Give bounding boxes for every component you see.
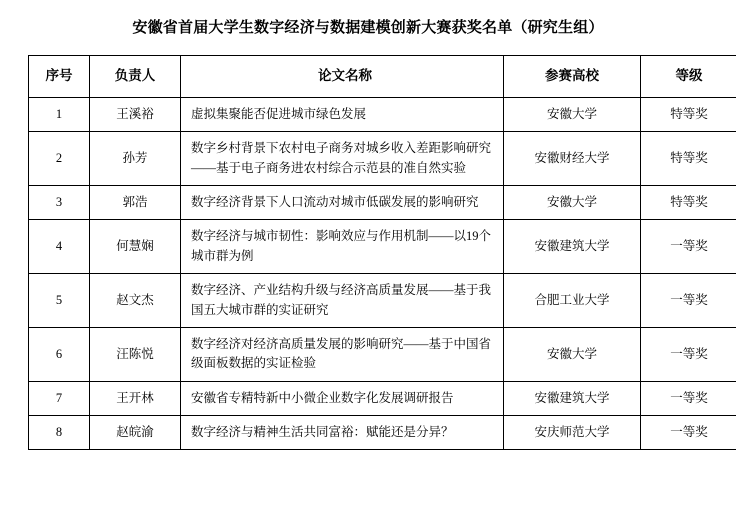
cell-university: 安徽建筑大学 — [504, 381, 641, 415]
cell-leader: 赵皖渝 — [90, 416, 181, 450]
cell-level: 特等奖 — [641, 97, 736, 131]
cell-level: 特等奖 — [641, 186, 736, 220]
cell-paper: 数字经济与城市韧性：影响效应与作用机制——以19个城市群为例 — [181, 220, 504, 274]
table-row — [29, 416, 736, 450]
cell-university: 合肥工业大学 — [504, 274, 641, 328]
cell-no: 1 — [29, 97, 90, 131]
cell-paper: 数字经济对经济高质量发展的影响研究——基于中国省级面板数据的实证检验 — [181, 327, 504, 381]
cell-no: 6 — [29, 327, 90, 381]
cell-level: 一等奖 — [641, 381, 736, 415]
table-row — [29, 327, 736, 381]
cell-paper: 数字经济、产业结构升级与经济高质量发展——基于我国五大城市群的实证研究 — [181, 274, 504, 328]
cell-university: 安徽财经大学 — [504, 132, 641, 186]
cell-no: 2 — [29, 132, 90, 186]
cell-paper: 数字乡村背景下农村电子商务对城乡收入差距影响研究——基于电子商务进农村综合示范县的准自然实验 — [181, 132, 504, 186]
cell-university: 安徽大学 — [504, 327, 641, 381]
cell-leader: 孙芳 — [90, 132, 181, 186]
cell-university: 安徽大学 — [504, 186, 641, 220]
award-list-table — [28, 55, 736, 450]
cell-level: 一等奖 — [641, 416, 736, 450]
table-row — [29, 132, 736, 186]
cell-university: 安徽建筑大学 — [504, 220, 641, 274]
cell-level: 特等奖 — [641, 132, 736, 186]
table-header-row — [29, 56, 736, 98]
cell-no: 7 — [29, 381, 90, 415]
table-header — [29, 56, 736, 98]
cell-leader: 郭浩 — [90, 186, 181, 220]
cell-level: 一等奖 — [641, 274, 736, 328]
table-row — [29, 220, 736, 274]
cell-level: 一等奖 — [641, 220, 736, 274]
cell-paper: 数字经济背景下人口流动对城市低碳发展的影响研究 — [181, 186, 504, 220]
column-header-no: 序号 — [29, 56, 90, 98]
table-row — [29, 381, 736, 415]
column-header-level: 等级 — [641, 56, 736, 98]
cell-university: 安庆师范大学 — [504, 416, 641, 450]
page-title: 安徽省首届大学生数字经济与数据建模创新大赛获奖名单（研究生组） — [132, 20, 604, 36]
table-body — [29, 97, 736, 450]
column-header-leader: 负责人 — [90, 56, 181, 98]
column-header-university: 参赛高校 — [504, 56, 641, 98]
cell-no: 8 — [29, 416, 90, 450]
cell-no: 4 — [29, 220, 90, 274]
cell-leader: 王开林 — [90, 381, 181, 415]
cell-university: 安徽大学 — [504, 97, 641, 131]
cell-leader: 何慧娴 — [90, 220, 181, 274]
cell-level: 一等奖 — [641, 327, 736, 381]
column-header-paper: 论文名称 — [181, 56, 504, 98]
cell-paper: 安徽省专精特新中小微企业数字化发展调研报告 — [181, 381, 504, 415]
table-row — [29, 274, 736, 328]
cell-leader: 汪陈悦 — [90, 327, 181, 381]
cell-leader: 王溪裕 — [90, 97, 181, 131]
cell-paper: 数字经济与精神生活共同富裕：赋能还是分异？ — [181, 416, 504, 450]
cell-leader: 赵文杰 — [90, 274, 181, 328]
cell-no: 5 — [29, 274, 90, 328]
table-row — [29, 97, 736, 131]
table-row — [29, 186, 736, 220]
cell-paper: 虚拟集聚能否促进城市绿色发展 — [181, 97, 504, 131]
cell-no: 3 — [29, 186, 90, 220]
